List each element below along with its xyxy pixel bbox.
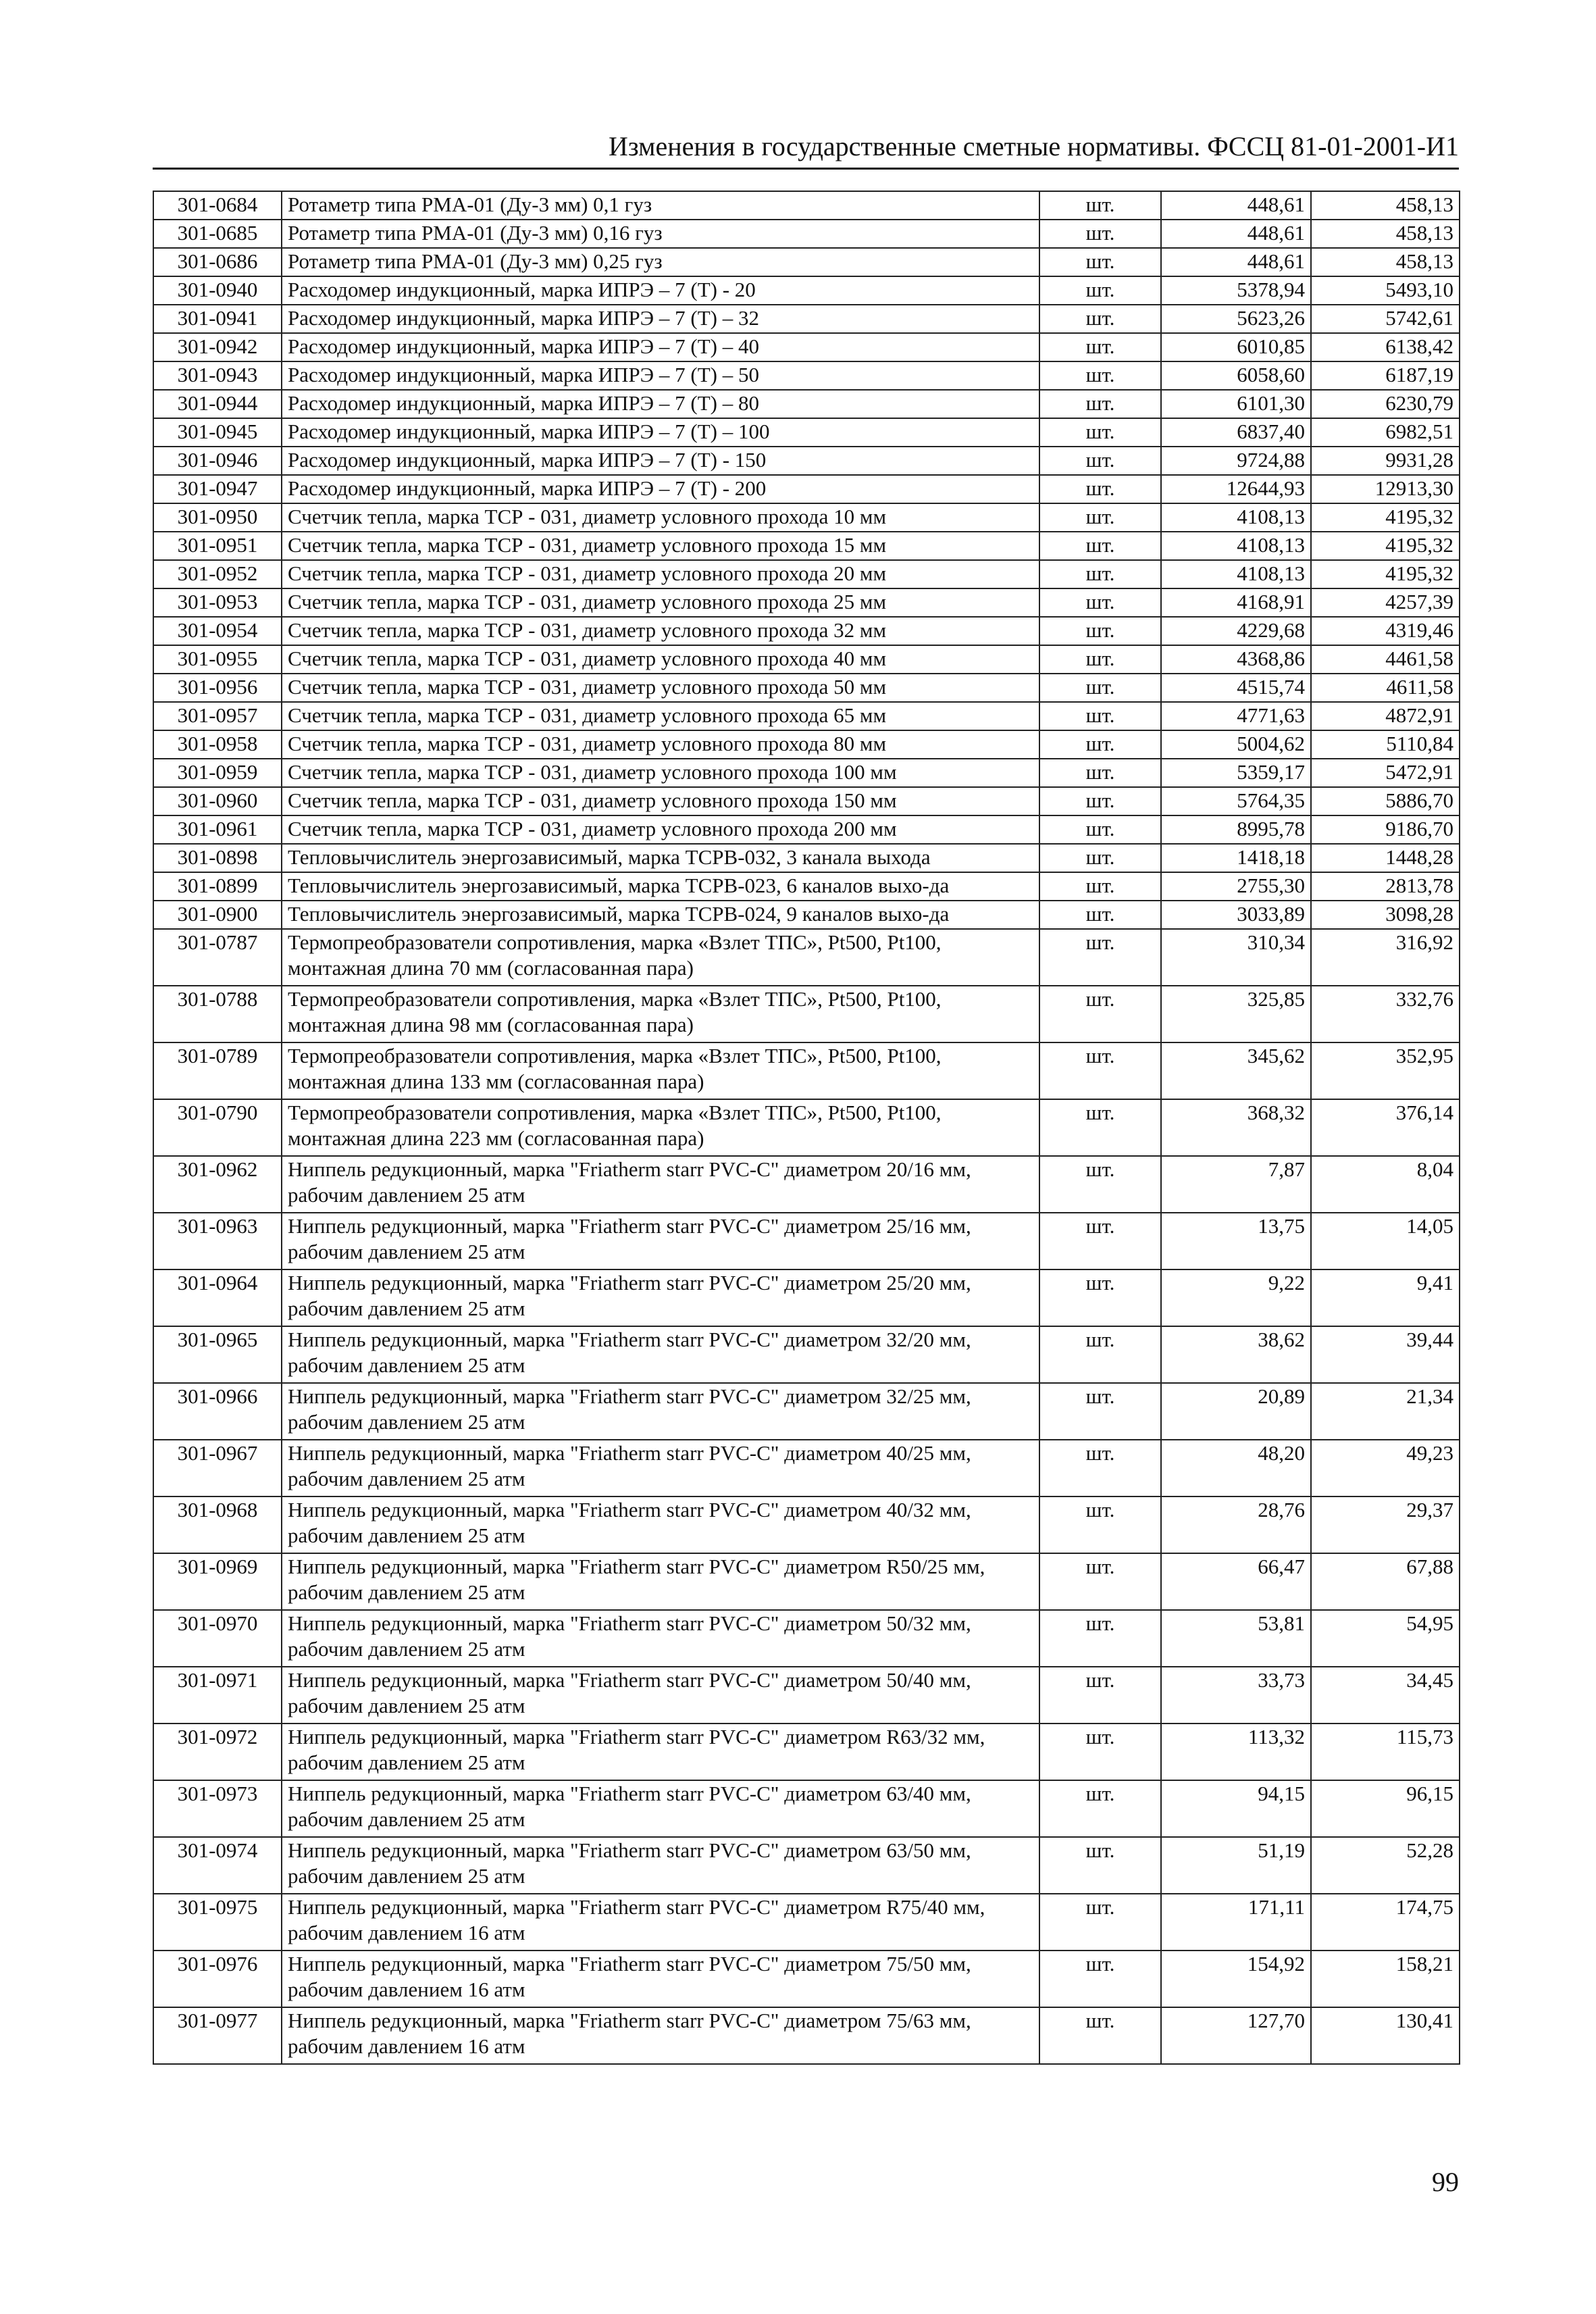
unit-cell: шт.	[1039, 1667, 1161, 1724]
price-old-cell: 368,32	[1161, 1099, 1311, 1156]
table-row	[153, 220, 1460, 248]
item-code-cell: 301-0974	[153, 1837, 282, 1894]
item-code-cell: 301-0950	[153, 503, 282, 532]
unit-cell: шт.	[1039, 1042, 1161, 1099]
unit-cell: шт.	[1039, 986, 1161, 1042]
price-new-cell: 458,13	[1311, 220, 1460, 248]
price-old-cell: 20,89	[1161, 1383, 1311, 1440]
item-name-cell: Счетчик тепла, марка ТСР - 031, диаметр условного прохода 50 мм	[282, 674, 1039, 702]
unit-cell: шт.	[1039, 730, 1161, 759]
price-old-cell: 113,32	[1161, 1724, 1311, 1780]
price-old-cell: 171,11	[1161, 1894, 1311, 1951]
price-old-cell: 5359,17	[1161, 759, 1311, 787]
item-name-cell: Счетчик тепла, марка ТСР - 031, диаметр условного прохода 40 мм	[282, 645, 1039, 674]
item-code-cell: 301-0789	[153, 1042, 282, 1099]
price-old-cell: 5378,94	[1161, 276, 1311, 305]
table-body	[153, 191, 1460, 2064]
table-row	[153, 2007, 1460, 2064]
item-name-cell: Ниппель редукционный, марка "Friatherm starr PVC-C" диаметром 32/20 мм, рабочим давлением 25 атм	[282, 1326, 1039, 1383]
unit-cell: шт.	[1039, 759, 1161, 787]
table-row	[153, 929, 1460, 986]
unit-cell: шт.	[1039, 560, 1161, 588]
price-old-cell: 448,61	[1161, 248, 1311, 276]
item-code-cell: 301-0967	[153, 1440, 282, 1496]
item-code-cell: 301-0944	[153, 390, 282, 418]
price-new-cell: 5472,91	[1311, 759, 1460, 787]
price-old-cell: 66,47	[1161, 1553, 1311, 1610]
price-old-cell: 38,62	[1161, 1326, 1311, 1383]
table-row	[153, 248, 1460, 276]
price-old-cell: 9724,88	[1161, 447, 1311, 475]
price-old-cell: 4108,13	[1161, 560, 1311, 588]
unit-cell: шт.	[1039, 2007, 1161, 2064]
unit-cell: шт.	[1039, 503, 1161, 532]
price-new-cell: 67,88	[1311, 1553, 1460, 1610]
item-code-cell: 301-0942	[153, 333, 282, 361]
table-row	[153, 1894, 1460, 1951]
unit-cell: шт.	[1039, 276, 1161, 305]
item-code-cell: 301-0788	[153, 986, 282, 1042]
unit-cell: шт.	[1039, 1440, 1161, 1496]
price-new-cell: 6187,19	[1311, 361, 1460, 390]
item-code-cell: 301-0898	[153, 844, 282, 872]
price-old-cell: 1418,18	[1161, 844, 1311, 872]
table-row	[153, 1326, 1460, 1383]
price-new-cell: 21,34	[1311, 1383, 1460, 1440]
table-row	[153, 617, 1460, 645]
price-new-cell: 39,44	[1311, 1326, 1460, 1383]
table-row	[153, 1951, 1460, 2007]
price-new-cell: 6230,79	[1311, 390, 1460, 418]
item-name-cell: Счетчик тепла, марка ТСР - 031, диаметр условного прохода 80 мм	[282, 730, 1039, 759]
item-name-cell: Ниппель редукционный, марка "Friatherm starr PVC-C" диаметром 75/63 мм, рабочим давлением 16 атм	[282, 2007, 1039, 2064]
table-row	[153, 1780, 1460, 1837]
unit-cell: шт.	[1039, 901, 1161, 929]
price-new-cell: 4461,58	[1311, 645, 1460, 674]
item-name-cell: Тепловычислитель энергозависимый, марка ТСРВ-032, 3 канала выхода	[282, 844, 1039, 872]
item-name-cell: Тепловычислитель энергозависимый, марка ТСРВ-024, 9 каналов выхо-да	[282, 901, 1039, 929]
item-name-cell: Ниппель редукционный, марка "Friatherm starr PVC-C" диаметром 32/25 мм, рабочим давлением 25 атм	[282, 1383, 1039, 1440]
item-code-cell: 301-0969	[153, 1553, 282, 1610]
item-name-cell: Термопреобразователи сопротивления, марка «Взлет ТПС», Pt500, Pt100, монтажная длина 223 мм (согласованная пара)	[282, 1099, 1039, 1156]
price-new-cell: 14,05	[1311, 1213, 1460, 1269]
price-old-cell: 325,85	[1161, 986, 1311, 1042]
price-new-cell: 2813,78	[1311, 872, 1460, 901]
unit-cell: шт.	[1039, 220, 1161, 248]
table-row	[153, 986, 1460, 1042]
unit-cell: шт.	[1039, 1326, 1161, 1383]
price-new-cell: 4195,32	[1311, 560, 1460, 588]
price-new-cell: 174,75	[1311, 1894, 1460, 1951]
item-name-cell: Ротаметр типа РМА-01 (Ду-3 мм) 0,1 гуз	[282, 191, 1039, 220]
header-rule	[153, 168, 1459, 170]
unit-cell: шт.	[1039, 1496, 1161, 1553]
item-name-cell: Ниппель редукционный, марка "Friatherm starr PVC-C" диаметром 63/50 мм, рабочим давлением 25 атм	[282, 1837, 1039, 1894]
item-code-cell: 301-0899	[153, 872, 282, 901]
price-old-cell: 448,61	[1161, 220, 1311, 248]
table-row	[153, 645, 1460, 674]
item-name-cell: Ниппель редукционный, марка "Friatherm starr PVC-C" диаметром 50/40 мм, рабочим давлением 25 атм	[282, 1667, 1039, 1724]
price-new-cell: 4611,58	[1311, 674, 1460, 702]
table-row	[153, 901, 1460, 929]
item-name-cell: Ниппель редукционный, марка "Friatherm starr PVC-C" диаметром R75/40 мм, рабочим давлением 16 атм	[282, 1894, 1039, 1951]
unit-cell: шт.	[1039, 787, 1161, 815]
price-new-cell: 12913,30	[1311, 475, 1460, 503]
item-name-cell: Счетчик тепла, марка ТСР - 031, диаметр условного прохода 150 мм	[282, 787, 1039, 815]
table-row	[153, 1837, 1460, 1894]
price-new-cell: 9,41	[1311, 1269, 1460, 1326]
item-code-cell: 301-0953	[153, 588, 282, 617]
item-name-cell: Термопреобразователи сопротивления, марка «Взлет ТПС», Pt500, Pt100, монтажная длина 98 мм (согласованная пара)	[282, 986, 1039, 1042]
unit-cell: шт.	[1039, 1894, 1161, 1951]
page-number: 99	[1432, 2167, 1459, 2197]
price-new-cell: 49,23	[1311, 1440, 1460, 1496]
price-new-cell: 4319,46	[1311, 617, 1460, 645]
item-code-cell: 301-0943	[153, 361, 282, 390]
price-new-cell: 5493,10	[1311, 276, 1460, 305]
table-row	[153, 1213, 1460, 1269]
unit-cell: шт.	[1039, 191, 1161, 220]
table-row	[153, 191, 1460, 220]
item-name-cell: Счетчик тепла, марка ТСР - 031, диаметр условного прохода 100 мм	[282, 759, 1039, 787]
unit-cell: шт.	[1039, 390, 1161, 418]
item-name-cell: Расходомер индукционный, марка ИПРЭ – 7 (Т) – 50	[282, 361, 1039, 390]
price-old-cell: 345,62	[1161, 1042, 1311, 1099]
price-new-cell: 130,41	[1311, 2007, 1460, 2064]
item-code-cell: 301-0960	[153, 787, 282, 815]
item-code-cell: 301-0684	[153, 191, 282, 220]
table-row	[153, 1099, 1460, 1156]
item-code-cell: 301-0962	[153, 1156, 282, 1213]
item-code-cell: 301-0956	[153, 674, 282, 702]
item-name-cell: Ротаметр типа РМА-01 (Ду-3 мм) 0,25 гуз	[282, 248, 1039, 276]
item-name-cell: Счетчик тепла, марка ТСР - 031, диаметр условного прохода 20 мм	[282, 560, 1039, 588]
item-name-cell: Расходомер индукционный, марка ИПРЭ – 7 (Т) – 100	[282, 418, 1039, 447]
table-row	[153, 759, 1460, 787]
price-new-cell: 34,45	[1311, 1667, 1460, 1724]
price-new-cell: 1448,28	[1311, 844, 1460, 872]
price-new-cell: 6138,42	[1311, 333, 1460, 361]
unit-cell: шт.	[1039, 645, 1161, 674]
price-old-cell: 4108,13	[1161, 503, 1311, 532]
item-code-cell: 301-0975	[153, 1894, 282, 1951]
item-name-cell: Счетчик тепла, марка ТСР - 031, диаметр условного прохода 15 мм	[282, 532, 1039, 560]
price-new-cell: 332,76	[1311, 986, 1460, 1042]
table-row	[153, 532, 1460, 560]
price-old-cell: 94,15	[1161, 1780, 1311, 1837]
table-row	[153, 1156, 1460, 1213]
item-code-cell: 301-0966	[153, 1383, 282, 1440]
item-code-cell: 301-0947	[153, 475, 282, 503]
item-code-cell: 301-0964	[153, 1269, 282, 1326]
item-name-cell: Термопреобразователи сопротивления, марка «Взлет ТПС», Pt500, Pt100, монтажная длина 70 мм (согласованная пара)	[282, 929, 1039, 986]
item-name-cell: Расходомер индукционный, марка ИПРЭ – 7 (Т) – 40	[282, 333, 1039, 361]
price-new-cell: 458,13	[1311, 248, 1460, 276]
price-old-cell: 3033,89	[1161, 901, 1311, 929]
table-row	[153, 1610, 1460, 1667]
unit-cell: шт.	[1039, 1269, 1161, 1326]
unit-cell: шт.	[1039, 617, 1161, 645]
price-old-cell: 9,22	[1161, 1269, 1311, 1326]
price-old-cell: 51,19	[1161, 1837, 1311, 1894]
price-new-cell: 3098,28	[1311, 901, 1460, 929]
item-name-cell: Ниппель редукционный, марка "Friatherm starr PVC-C" диаметром 40/32 мм, рабочим давлением 25 атм	[282, 1496, 1039, 1553]
unit-cell: шт.	[1039, 418, 1161, 447]
table-row	[153, 390, 1460, 418]
table-row	[153, 1553, 1460, 1610]
unit-cell: шт.	[1039, 305, 1161, 333]
price-new-cell: 29,37	[1311, 1496, 1460, 1553]
price-new-cell: 54,95	[1311, 1610, 1460, 1667]
unit-cell: шт.	[1039, 1553, 1161, 1610]
item-name-cell: Ниппель редукционный, марка "Friatherm starr PVC-C" диаметром R50/25 мм, рабочим давлением 25 атм	[282, 1553, 1039, 1610]
price-old-cell: 448,61	[1161, 191, 1311, 220]
price-old-cell: 4229,68	[1161, 617, 1311, 645]
unit-cell: шт.	[1039, 1780, 1161, 1837]
page-header-title: Изменения в государственные сметные нормативы. ФССЦ 81-01-2001-И1	[609, 131, 1459, 161]
item-name-cell: Ниппель редукционный, марка "Friatherm starr PVC-C" диаметром 25/16 мм, рабочим давлением 25 атм	[282, 1213, 1039, 1269]
table-row	[153, 1440, 1460, 1496]
unit-cell: шт.	[1039, 702, 1161, 730]
item-code-cell: 301-0685	[153, 220, 282, 248]
item-code-cell: 301-0686	[153, 248, 282, 276]
unit-cell: шт.	[1039, 361, 1161, 390]
item-code-cell: 301-0945	[153, 418, 282, 447]
price-new-cell: 6982,51	[1311, 418, 1460, 447]
price-old-cell: 8995,78	[1161, 815, 1311, 844]
item-name-cell: Счетчик тепла, марка ТСР - 031, диаметр условного прохода 10 мм	[282, 503, 1039, 532]
price-new-cell: 5886,70	[1311, 787, 1460, 815]
price-new-cell: 4257,39	[1311, 588, 1460, 617]
price-old-cell: 6010,85	[1161, 333, 1311, 361]
price-old-cell: 5764,35	[1161, 787, 1311, 815]
unit-cell: шт.	[1039, 1383, 1161, 1440]
price-old-cell: 5004,62	[1161, 730, 1311, 759]
price-new-cell: 4195,32	[1311, 503, 1460, 532]
table-row	[153, 475, 1460, 503]
price-new-cell: 352,95	[1311, 1042, 1460, 1099]
unit-cell: шт.	[1039, 248, 1161, 276]
item-name-cell: Ниппель редукционный, марка "Friatherm starr PVC-C" диаметром R63/32 мм, рабочим давлением 25 атм	[282, 1724, 1039, 1780]
price-new-cell: 5742,61	[1311, 305, 1460, 333]
item-name-cell: Счетчик тепла, марка ТСР - 031, диаметр условного прохода 200 мм	[282, 815, 1039, 844]
unit-cell: шт.	[1039, 674, 1161, 702]
item-name-cell: Расходомер индукционный, марка ИПРЭ – 7 (Т) - 200	[282, 475, 1039, 503]
item-code-cell: 301-0957	[153, 702, 282, 730]
table-row	[153, 1383, 1460, 1440]
unit-cell: шт.	[1039, 1837, 1161, 1894]
price-new-cell: 376,14	[1311, 1099, 1460, 1156]
price-old-cell: 6101,30	[1161, 390, 1311, 418]
table-row	[153, 276, 1460, 305]
unit-cell: шт.	[1039, 588, 1161, 617]
item-name-cell: Расходомер индукционный, марка ИПРЭ – 7 (Т) – 32	[282, 305, 1039, 333]
item-code-cell: 301-0971	[153, 1667, 282, 1724]
unit-cell: шт.	[1039, 929, 1161, 986]
price-new-cell: 5110,84	[1311, 730, 1460, 759]
price-new-cell: 9931,28	[1311, 447, 1460, 475]
unit-cell: шт.	[1039, 844, 1161, 872]
price-old-cell: 7,87	[1161, 1156, 1311, 1213]
price-old-cell: 13,75	[1161, 1213, 1311, 1269]
unit-cell: шт.	[1039, 447, 1161, 475]
price-old-cell: 53,81	[1161, 1610, 1311, 1667]
item-code-cell: 301-0963	[153, 1213, 282, 1269]
item-name-cell: Ниппель редукционный, марка "Friatherm starr PVC-C" диаметром 25/20 мм, рабочим давлением 25 атм	[282, 1269, 1039, 1326]
price-new-cell: 316,92	[1311, 929, 1460, 986]
item-name-cell: Ниппель редукционный, марка "Friatherm starr PVC-C" диаметром 20/16 мм, рабочим давлением 25 атм	[282, 1156, 1039, 1213]
table-row	[153, 1269, 1460, 1326]
unit-cell: шт.	[1039, 872, 1161, 901]
item-name-cell: Ротаметр типа РМА-01 (Ду-3 мм) 0,16 гуз	[282, 220, 1039, 248]
table-row	[153, 361, 1460, 390]
unit-cell: шт.	[1039, 1156, 1161, 1213]
price-old-cell: 154,92	[1161, 1951, 1311, 2007]
item-code-cell: 301-0790	[153, 1099, 282, 1156]
price-old-cell: 4368,86	[1161, 645, 1311, 674]
item-code-cell: 301-0952	[153, 560, 282, 588]
unit-cell: шт.	[1039, 1724, 1161, 1780]
price-old-cell: 2755,30	[1161, 872, 1311, 901]
unit-cell: шт.	[1039, 333, 1161, 361]
table-row	[153, 305, 1460, 333]
price-table	[153, 191, 1460, 2065]
table-row	[153, 1042, 1460, 1099]
table-row	[153, 787, 1460, 815]
item-name-cell: Счетчик тепла, марка ТСР - 031, диаметр условного прохода 32 мм	[282, 617, 1039, 645]
price-old-cell: 127,70	[1161, 2007, 1311, 2064]
price-old-cell: 4108,13	[1161, 532, 1311, 560]
unit-cell: шт.	[1039, 1099, 1161, 1156]
table-row	[153, 1724, 1460, 1780]
price-old-cell: 4515,74	[1161, 674, 1311, 702]
table-row	[153, 447, 1460, 475]
price-old-cell: 33,73	[1161, 1667, 1311, 1724]
table-row	[153, 844, 1460, 872]
item-code-cell: 301-0959	[153, 759, 282, 787]
unit-cell: шт.	[1039, 475, 1161, 503]
table-row	[153, 872, 1460, 901]
item-code-cell: 301-0951	[153, 532, 282, 560]
item-name-cell: Счетчик тепла, марка ТСР - 031, диаметр условного прохода 25 мм	[282, 588, 1039, 617]
item-name-cell: Расходомер индукционный, марка ИПРЭ – 7 (Т) - 20	[282, 276, 1039, 305]
price-old-cell: 4168,91	[1161, 588, 1311, 617]
price-new-cell: 4872,91	[1311, 702, 1460, 730]
item-name-cell: Ниппель редукционный, марка "Friatherm starr PVC-C" диаметром 75/50 мм, рабочим давлением 16 атм	[282, 1951, 1039, 2007]
price-old-cell: 12644,93	[1161, 475, 1311, 503]
unit-cell: шт.	[1039, 815, 1161, 844]
table-row	[153, 674, 1460, 702]
table-row	[153, 815, 1460, 844]
item-name-cell: Термопреобразователи сопротивления, марка «Взлет ТПС», Pt500, Pt100, монтажная длина 133 мм (согласованная пара)	[282, 1042, 1039, 1099]
item-code-cell: 301-0955	[153, 645, 282, 674]
price-old-cell: 48,20	[1161, 1440, 1311, 1496]
table-row	[153, 1667, 1460, 1724]
item-code-cell: 301-0787	[153, 929, 282, 986]
table-row	[153, 503, 1460, 532]
unit-cell: шт.	[1039, 1213, 1161, 1269]
price-new-cell: 96,15	[1311, 1780, 1460, 1837]
item-name-cell: Ниппель редукционный, марка "Friatherm starr PVC-C" диаметром 50/32 мм, рабочим давлением 25 атм	[282, 1610, 1039, 1667]
table-row	[153, 560, 1460, 588]
item-code-cell: 301-0900	[153, 901, 282, 929]
unit-cell: шт.	[1039, 532, 1161, 560]
item-code-cell: 301-0970	[153, 1610, 282, 1667]
item-name-cell: Расходомер индукционный, марка ИПРЭ – 7 (Т) – 80	[282, 390, 1039, 418]
price-new-cell: 458,13	[1311, 191, 1460, 220]
table-row	[153, 333, 1460, 361]
item-code-cell: 301-0958	[153, 730, 282, 759]
item-name-cell: Тепловычислитель энергозависимый, марка ТСРВ-023, 6 каналов выхо-да	[282, 872, 1039, 901]
price-new-cell: 4195,32	[1311, 532, 1460, 560]
item-code-cell: 301-0954	[153, 617, 282, 645]
item-code-cell: 301-0961	[153, 815, 282, 844]
item-name-cell: Ниппель редукционный, марка "Friatherm starr PVC-C" диаметром 40/25 мм, рабочим давлением 25 атм	[282, 1440, 1039, 1496]
table-row	[153, 1496, 1460, 1553]
item-name-cell: Ниппель редукционный, марка "Friatherm starr PVC-C" диаметром 63/40 мм, рабочим давлением 25 атм	[282, 1780, 1039, 1837]
item-code-cell: 301-0973	[153, 1780, 282, 1837]
table-row	[153, 588, 1460, 617]
item-code-cell: 301-0965	[153, 1326, 282, 1383]
table-row	[153, 418, 1460, 447]
price-new-cell: 158,21	[1311, 1951, 1460, 2007]
unit-cell: шт.	[1039, 1610, 1161, 1667]
price-old-cell: 5623,26	[1161, 305, 1311, 333]
price-old-cell: 28,76	[1161, 1496, 1311, 1553]
item-code-cell: 301-0972	[153, 1724, 282, 1780]
price-old-cell: 6058,60	[1161, 361, 1311, 390]
unit-cell: шт.	[1039, 1951, 1161, 2007]
price-old-cell: 6837,40	[1161, 418, 1311, 447]
price-new-cell: 8,04	[1311, 1156, 1460, 1213]
item-code-cell: 301-0940	[153, 276, 282, 305]
table-row	[153, 702, 1460, 730]
item-code-cell: 301-0976	[153, 1951, 282, 2007]
price-new-cell: 115,73	[1311, 1724, 1460, 1780]
item-code-cell: 301-0977	[153, 2007, 282, 2064]
item-code-cell: 301-0968	[153, 1496, 282, 1553]
item-name-cell: Счетчик тепла, марка ТСР - 031, диаметр условного прохода 65 мм	[282, 702, 1039, 730]
price-new-cell: 9186,70	[1311, 815, 1460, 844]
item-name-cell: Расходомер индукционный, марка ИПРЭ – 7 (Т) - 150	[282, 447, 1039, 475]
item-code-cell: 301-0946	[153, 447, 282, 475]
price-new-cell: 52,28	[1311, 1837, 1460, 1894]
price-old-cell: 4771,63	[1161, 702, 1311, 730]
table-row	[153, 730, 1460, 759]
item-code-cell: 301-0941	[153, 305, 282, 333]
price-old-cell: 310,34	[1161, 929, 1311, 986]
